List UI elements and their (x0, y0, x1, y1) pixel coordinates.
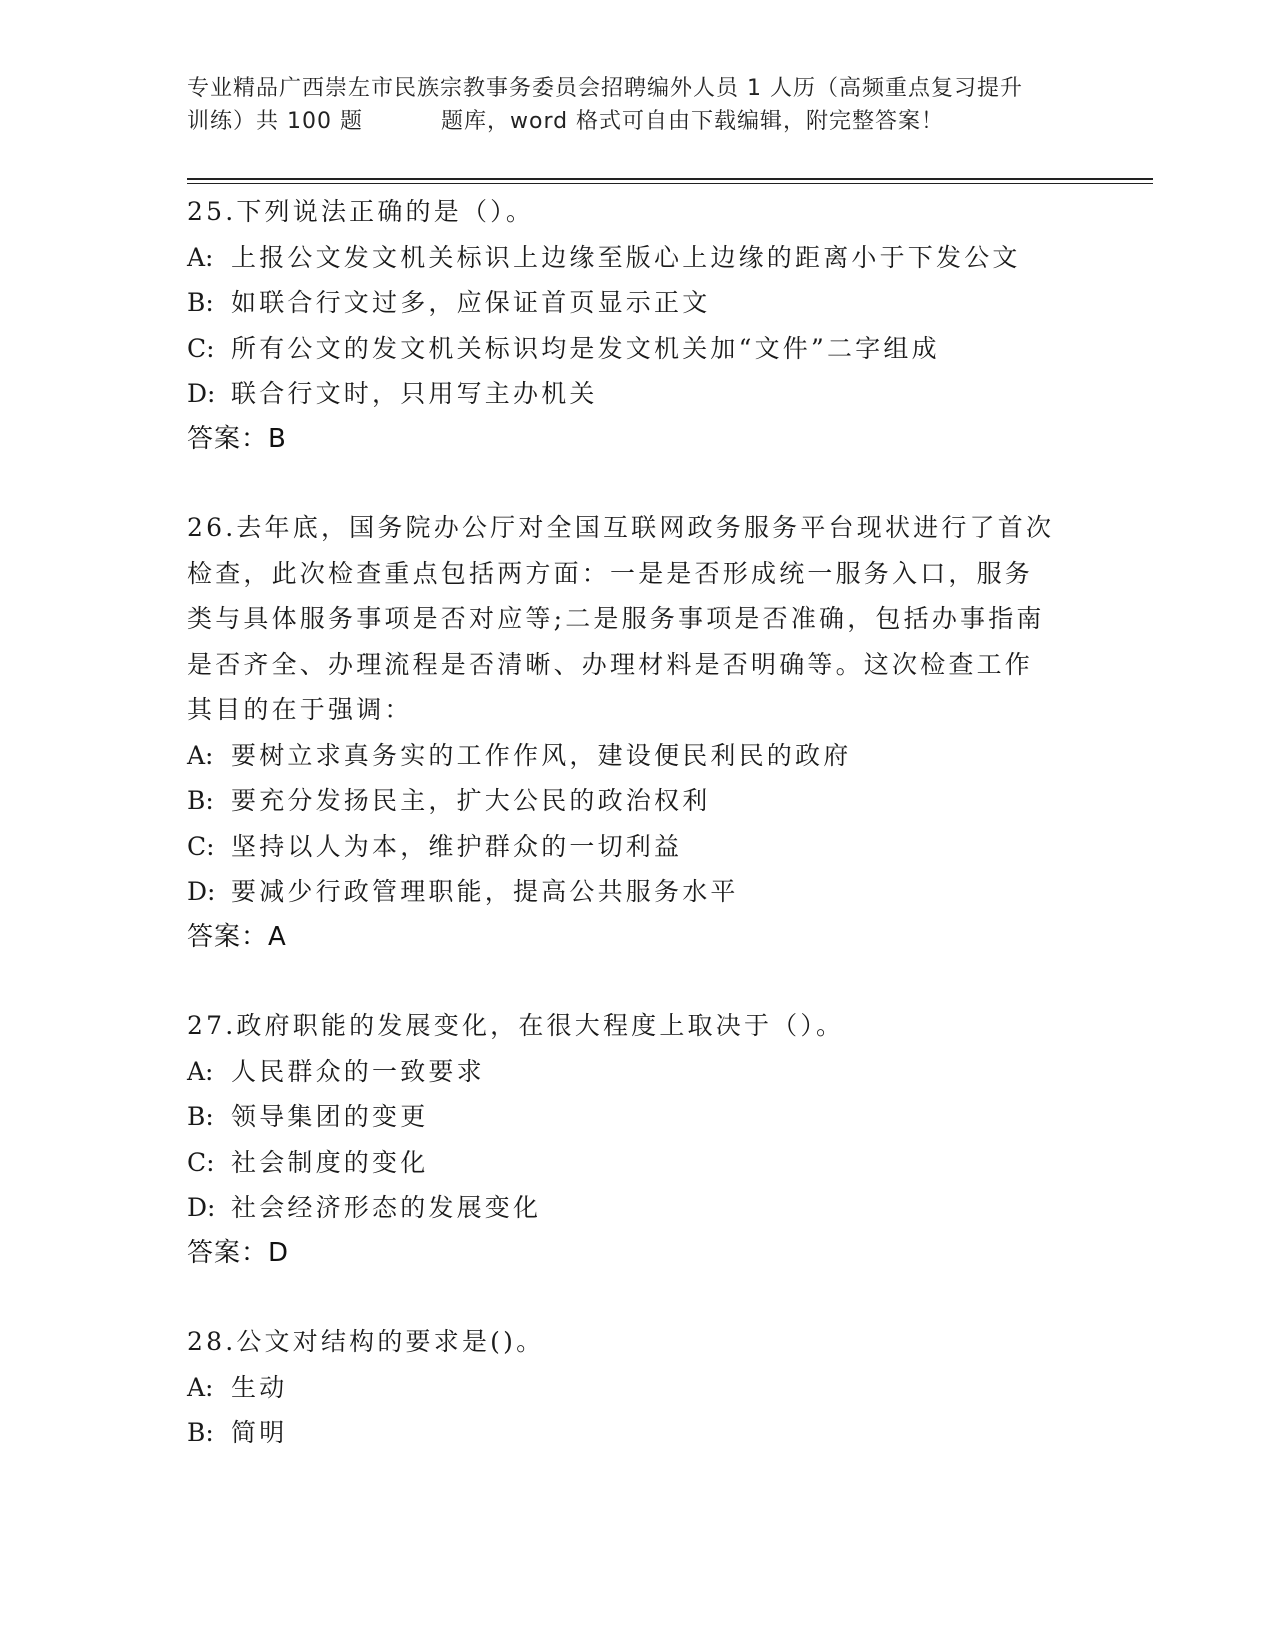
option-b (187, 280, 1087, 326)
header-divider-thick (187, 178, 1153, 180)
option-a (187, 733, 1087, 779)
option-b (187, 1410, 1087, 1456)
question-stem-line: 检查，此次检查重点包括两方面：一是是否形成统一服务入口，服务 (187, 558, 1034, 588)
header-title-line-2-left: 训练）共 100 题 (187, 109, 363, 134)
question-stem-line: 类与具体服务事项是否对应等;二是服务事项是否准确，包括办事指南 (187, 604, 1045, 633)
option-key: A: (187, 1372, 214, 1402)
option-text: 人民群众的一致要求 (231, 1056, 485, 1086)
question-stem-line: 26.去年底，国务院办公厅对全国互联网政务服务平台现状进行了首次 (187, 513, 1055, 542)
option-key: C: (187, 831, 215, 861)
option-key: D: (187, 1193, 216, 1222)
header-title-line-2-right: 题库，word 格式可自由下载编辑，附完整答案！ (440, 109, 945, 134)
option-text: 所有公文的发文机关标识均是发文机关加“文件”二字组成 (231, 333, 940, 363)
option-d (187, 371, 1087, 417)
option-d (187, 1185, 1087, 1231)
question-list (187, 189, 1087, 1499)
option-text: 联合行文时，只用写主办机关 (231, 379, 598, 408)
header-divider-thin (187, 183, 1153, 184)
option-text: 要充分发扬民主，扩大公民的政治权利 (231, 786, 711, 815)
option-b (187, 778, 1087, 824)
option-text: 坚持以人为本，维护群众的一切利益 (231, 831, 683, 861)
answer-label: 答案：B (187, 423, 287, 454)
question-stem: 28.公文对结构的要求是()。 (187, 1327, 545, 1356)
option-d (187, 869, 1087, 915)
option-text: 要树立求真务实的工作作风，建设便民利民的政府 (231, 740, 852, 770)
answer-label: 答案：D (187, 1237, 290, 1268)
question-stem: 27.政府职能的发展变化，在很大程度上取决于（）。 (187, 1011, 845, 1040)
header-title-line-2 (187, 105, 1087, 138)
option-c (187, 824, 1087, 870)
option-key: A: (187, 1056, 214, 1086)
option-text: 社会经济形态的发展变化 (231, 1193, 542, 1222)
question-26 (187, 505, 1087, 960)
option-a (187, 1049, 1087, 1095)
option-key: C: (187, 1147, 215, 1177)
answer-label: 答案：A (187, 921, 287, 952)
option-text: 生动 (231, 1372, 288, 1402)
option-text: 上报公文发文机关标识上边缘至版心上边缘的距离小于下发公文 (231, 242, 1021, 272)
question-28 (187, 1319, 1087, 1456)
option-b (187, 1094, 1087, 1140)
option-text: 社会制度的变化 (231, 1147, 429, 1177)
option-text: 简明 (231, 1418, 288, 1447)
option-a (187, 235, 1087, 281)
option-key: B: (187, 288, 214, 317)
option-text: 要减少行政管理职能，提高公共服务水平 (231, 877, 739, 906)
question-27 (187, 1003, 1087, 1276)
question-stem-line: 是否齐全、办理流程是否清晰、办理材料是否明确等。这次检查工作 (187, 649, 1034, 679)
option-key: C: (187, 333, 215, 363)
option-key: B: (187, 1102, 214, 1131)
header-title-line-1: 专业精品广西崇左市民族宗教事务委员会招聘编外人员 1 人历（高频重点复习提升 (187, 76, 1023, 101)
option-c (187, 1140, 1087, 1186)
document-header (187, 72, 1087, 138)
question-stem: 25.下列说法正确的是（）。 (187, 197, 535, 226)
option-key: B: (187, 786, 214, 815)
option-key: D: (187, 379, 216, 408)
option-c (187, 326, 1087, 372)
option-key: D: (187, 877, 216, 906)
option-a (187, 1365, 1087, 1411)
option-key: B: (187, 1418, 214, 1447)
option-text: 领导集团的变更 (231, 1102, 429, 1131)
option-key: A: (187, 740, 214, 770)
question-25 (187, 189, 1087, 462)
question-stem-line: 其目的在于强调： (187, 695, 413, 724)
option-key: A: (187, 242, 214, 272)
option-text: 如联合行文过多，应保证首页显示正文 (231, 288, 711, 317)
